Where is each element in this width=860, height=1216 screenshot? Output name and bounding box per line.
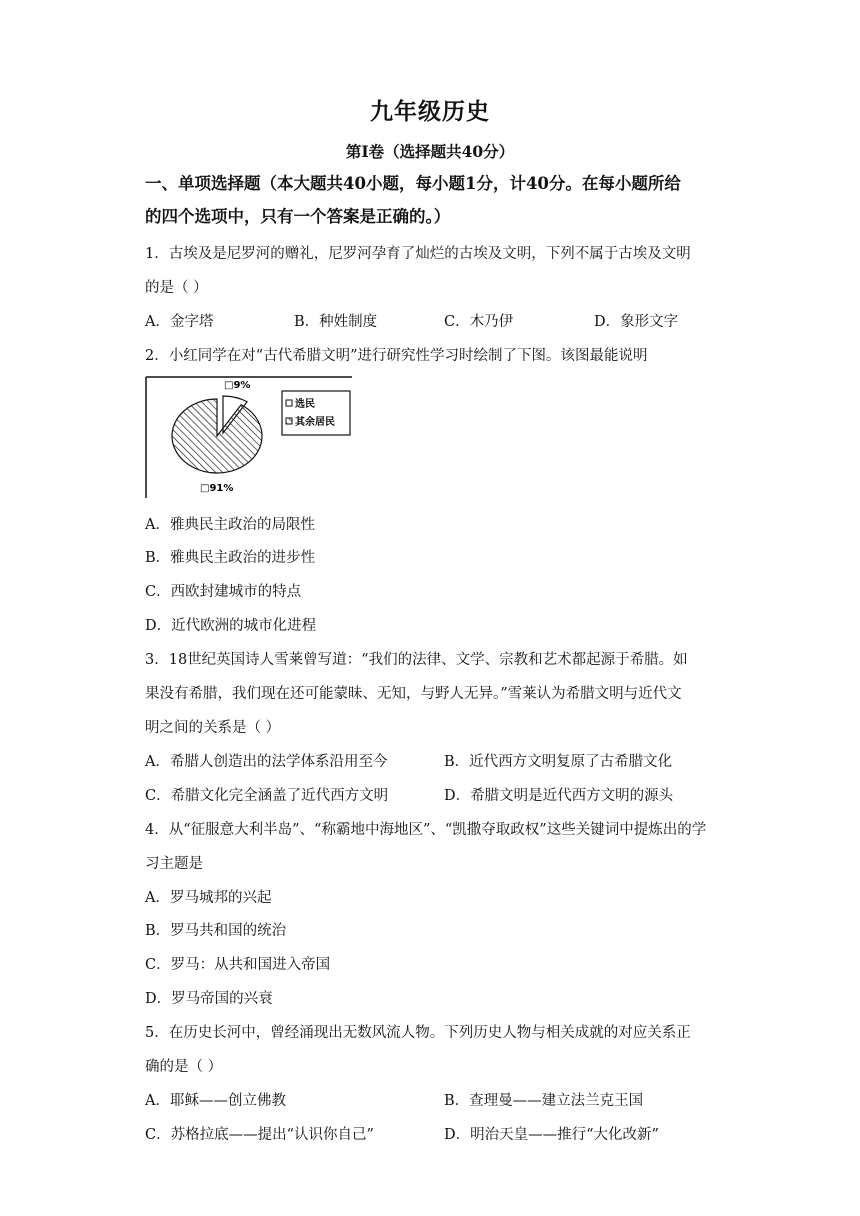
question-3-option-b: B．近代西方文明复原了古希腊文化 bbox=[444, 754, 673, 770]
legend-box bbox=[282, 391, 350, 435]
question-4-stem-line-2: 习主题是 bbox=[145, 856, 203, 872]
pie-top-label bbox=[224, 380, 250, 391]
question-3-option-a: A．希腊人创造出的法学体系沿用至今 bbox=[145, 754, 388, 770]
question-3-stem-line-2: 果没有希腊，我们现在还可能蒙昧、无知，与野人无异。”雪莱认为希腊文明与近代文 bbox=[145, 686, 682, 702]
question-3-option-d: D．希腊文明是近代西方文明的源头 bbox=[444, 788, 674, 804]
question-2-option-d: D．近代欧洲的城市化进程 bbox=[145, 618, 317, 634]
question-1-option-c: C．木乃伊 bbox=[444, 314, 514, 330]
question-1-stem-line-2: 的是（ ） bbox=[145, 280, 208, 296]
question-2-pie-chart-figure bbox=[145, 374, 357, 498]
question-2-option-a: A．雅典民主政治的局限性 bbox=[145, 517, 315, 533]
question-4-option-a: A．罗马城邦的兴起 bbox=[145, 890, 272, 906]
other-residents-percent-label: 91% bbox=[209, 483, 234, 494]
question-5-option-c: C．苏格拉底——提出“认识你自己” bbox=[145, 1127, 374, 1143]
question-2-option-b: B．雅典民主政治的进步性 bbox=[145, 550, 316, 566]
pie-legend bbox=[282, 391, 350, 435]
legend-label-other-residents: 其余居民 bbox=[295, 417, 335, 428]
label-marker: □ bbox=[200, 483, 210, 494]
question-2-option-c: C．西欧封建城市的特点 bbox=[145, 584, 302, 600]
legend-swatch-voters bbox=[286, 400, 292, 406]
label-marker: □ bbox=[224, 380, 234, 391]
paper-part-heading: 第I卷（选择题共40分） bbox=[345, 142, 515, 161]
question-5-option-a: A．耶稣——创立佛教 bbox=[145, 1093, 286, 1109]
section-heading-line-1: 一、单项选择题（本大题共40小题，每小题1分，计40分。在每小题所给 bbox=[145, 174, 681, 193]
legend-label-voters: 选民 bbox=[295, 399, 315, 410]
question-5-stem-line-1: 5．在历史长河中，曾经涌现出无数风流人物。下列历史人物与相关成就的对应关系正 bbox=[145, 1025, 691, 1041]
question-5-stem-line-2: 确的是（ ） bbox=[145, 1059, 223, 1075]
question-4-option-c: C．罗马：从共和国进入帝国 bbox=[145, 957, 331, 973]
pie-slice-other-residents bbox=[172, 399, 262, 473]
section-heading-line-2: 的四个选项中，只有一个答案是正确的。） bbox=[145, 207, 451, 226]
page-title: 九年级历史 bbox=[370, 98, 490, 125]
question-1-option-b: B．种姓制度 bbox=[294, 314, 378, 330]
question-5-option-d: D．明治天皇——推行“大化改新” bbox=[444, 1127, 659, 1143]
question-3-stem-line-1: 3．18世纪英国诗人雪莱曾写道：“我们的法律、文学、宗教和艺术都起源于希腊。如 bbox=[145, 652, 688, 668]
question-3-stem-line-3: 明之间的关系是（ ） bbox=[145, 720, 281, 736]
question-1-option-d: D．象形文字 bbox=[594, 314, 679, 330]
legend-swatch-other-residents bbox=[286, 418, 292, 424]
question-2-stem: 2．小红同学在对“古代希腊文明”进行研究性学习时绘制了下图。该图最能说明 bbox=[145, 348, 648, 364]
question-4-option-d: D．罗马帝国的兴衰 bbox=[145, 991, 273, 1007]
question-3-option-c: C．希腊文化完全涵盖了近代西方文明 bbox=[145, 788, 389, 804]
pie-bottom-label bbox=[200, 483, 233, 494]
question-5-option-b: B．查理曼——建立法兰克王国 bbox=[444, 1093, 644, 1109]
question-1-option-a: A．金字塔 bbox=[145, 314, 214, 330]
question-1-stem-line-1: 1．古埃及是尼罗河的赠礼，尼罗河孕育了灿烂的古埃及文明，下列不属于古埃及文明 bbox=[145, 246, 691, 262]
voters-percent-label: 9% bbox=[233, 380, 251, 391]
question-4-stem-line-1: 4．从“征服意大利半岛”、“称霸地中海地区”、“凯撒夺取政权”这些关键词中提炼出的学 bbox=[145, 822, 707, 838]
pie-chart bbox=[172, 396, 262, 473]
question-4-option-b: B．罗马共和国的统治 bbox=[145, 923, 287, 939]
